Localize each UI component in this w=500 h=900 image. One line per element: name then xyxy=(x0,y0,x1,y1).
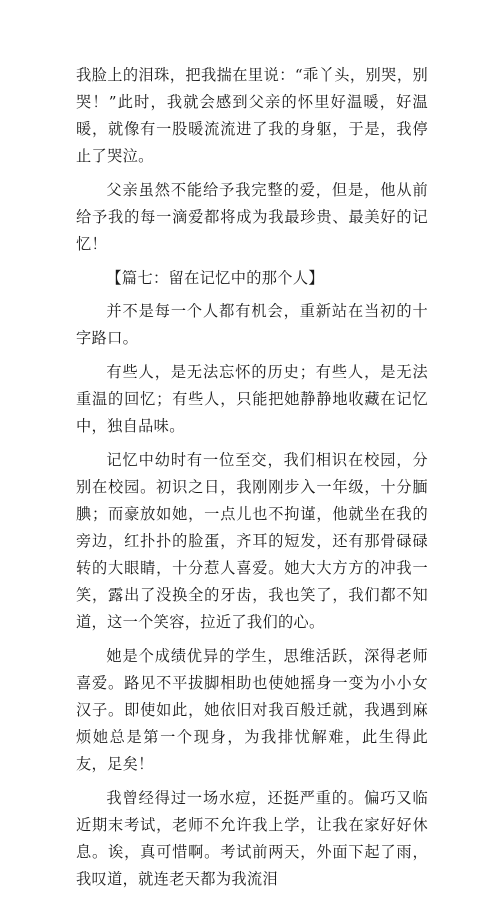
section-paragraph-3: 记忆中幼时有一位至交，我们相识在校园，分别在校园。初识之日，我刚刚步入一年级，十分腼腆；而豪放如她，一点儿也不拘谨，他就坐在我的旁边，红扑扑的脸蛋，齐耳的短发，还有那骨碌碌转的大眼睛，十分惹人喜爱。她大大方方的冲我一笑，露出了没换全的牙齿，我也笑了，我们都不知道，这一个笑容，拉近了我们的心。 xyxy=(76,451,428,631)
section-paragraph-5: 我曾经得过一场水痘，还挺严重的。偏巧又临近期末考试，老师不允许我上学，让我在家好好休息。诶，真可惜啊。考试前两天，外面下起了雨，我叹道，就连老天都为我流泪 xyxy=(76,789,428,888)
paragraph-1: 我脸上的泪珠，把我揣在里说：“乖丫头，别哭，别哭！”此时，我就会感到父亲的怀里好温暖，好温暖，就像有一股暖流流进了我的身躯，于是，我停止了哭泣。 xyxy=(76,66,428,165)
section-paragraph-1: 并不是每一个人都有机会，重新站在当初的十字路口。 xyxy=(76,302,428,347)
section-heading: 【篇七：留在记忆中的那个人】 xyxy=(106,269,324,287)
paragraph-2: 父亲虽然不能给予我完整的爱，但是，他从前给予我的每一滴爱都将成为我最珍贵、最美好的记忆！ xyxy=(76,181,428,253)
section-paragraph-2: 有些人，是无法忘怀的历史；有些人，是无法重温的回忆；有些人，只能把她静静地收藏在记忆中，独自品味。 xyxy=(76,363,428,435)
document-body xyxy=(76,62,428,900)
section-paragraph-4: 她是个成绩优异的学生，思维活跃，深得老师喜爱。路见不平拔脚相助也使她摇身一变为小小女汉子。即使如此，她依旧对我百般迁就，我遇到麻烦她总是第一个现身，为我排忧解难，此生得此友，足矣！ xyxy=(76,647,428,773)
